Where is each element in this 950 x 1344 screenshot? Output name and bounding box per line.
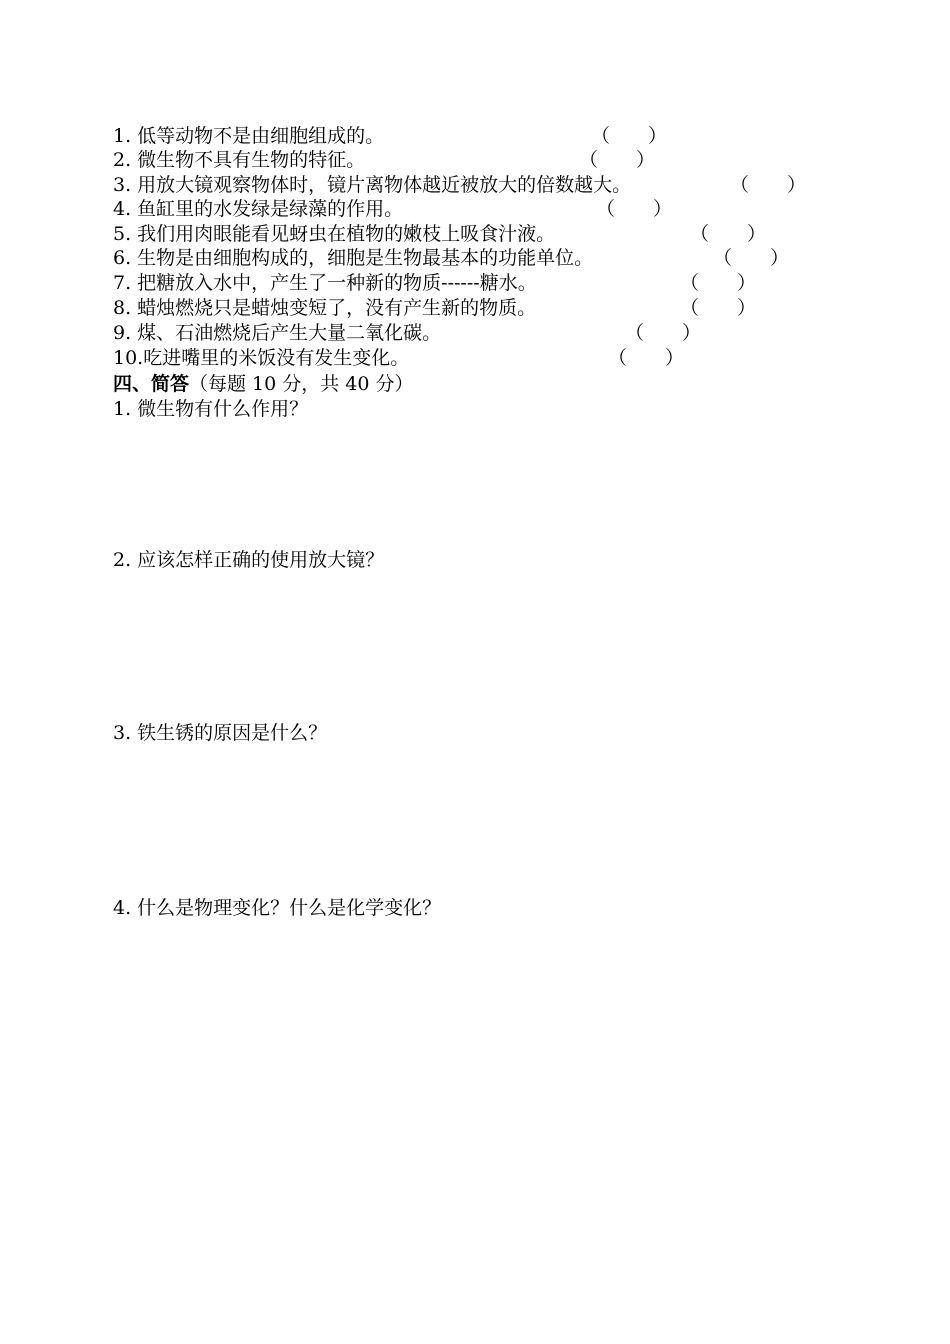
- tf-item-10: [113, 346, 685, 370]
- answer-blank[interactable]: （ ）: [730, 174, 807, 196]
- tf-item-6: [113, 246, 790, 270]
- tf-item-9: [113, 321, 702, 345]
- question-3: 3. 铁生锈的原因是什么？: [113, 722, 328, 744]
- answer-blank[interactable]: （ ）: [579, 149, 656, 171]
- tf-item-2: [113, 148, 656, 172]
- tf-item-7: [113, 271, 757, 295]
- tf-item-text: 6. 生物是由细胞构成的，细胞是生物最基本的功能单位。: [113, 247, 594, 269]
- question-4: 4. 什么是物理变化？什么是化学变化？: [113, 897, 442, 919]
- tf-item-text: 5. 我们用肉眼能看见蚜虫在植物的嫩枝上吸食汁液。: [113, 223, 556, 245]
- tf-item-4: [113, 197, 673, 221]
- answer-blank[interactable]: （ ）: [680, 297, 757, 319]
- tf-item-text: 8. 蜡烛燃烧只是蜡烛变短了，没有产生新的物质。: [113, 297, 537, 319]
- answer-blank[interactable]: （ ）: [591, 125, 668, 147]
- answer-blank[interactable]: （ ）: [625, 322, 702, 344]
- tf-item-3: [113, 173, 807, 197]
- tf-item-text: 1. 低等动物不是由细胞组成的。: [113, 125, 385, 147]
- tf-item-text: 9. 煤、石油燃烧后产生大量二氧化碳。: [113, 322, 442, 344]
- answer-blank[interactable]: （ ）: [596, 198, 673, 220]
- tf-item-5: [113, 222, 767, 246]
- section-heading: [113, 372, 414, 396]
- tf-item-text: 4. 鱼缸里的水发绿是绿藻的作用。: [113, 198, 404, 220]
- section-title: 四、简答: [113, 373, 190, 395]
- tf-item-text: 3. 用放大镜观察物体时，镜片离物体越近被放大的倍数越大。: [113, 174, 632, 196]
- question-2: 2. 应该怎样正确的使用放大镜？: [113, 549, 385, 571]
- answer-blank[interactable]: （ ）: [680, 272, 757, 294]
- tf-item-text: 2. 微生物不具有生物的特征。: [113, 149, 366, 171]
- tf-item-text: 10.吃进嘴里的米饭没有发生变化。: [113, 347, 410, 369]
- section-score-note: （每题 10 分，共 40 分）: [189, 373, 414, 395]
- answer-blank[interactable]: （ ）: [713, 247, 790, 269]
- answer-blank[interactable]: （ ）: [690, 223, 767, 245]
- answer-blank[interactable]: （ ）: [608, 347, 685, 369]
- tf-item-text: 7. 把糖放入水中，产生了一种新的物质------糖水。: [113, 272, 537, 294]
- tf-item-1: [113, 124, 668, 148]
- question-1: 1. 微生物有什么作用？: [113, 398, 309, 420]
- tf-item-8: [113, 296, 757, 320]
